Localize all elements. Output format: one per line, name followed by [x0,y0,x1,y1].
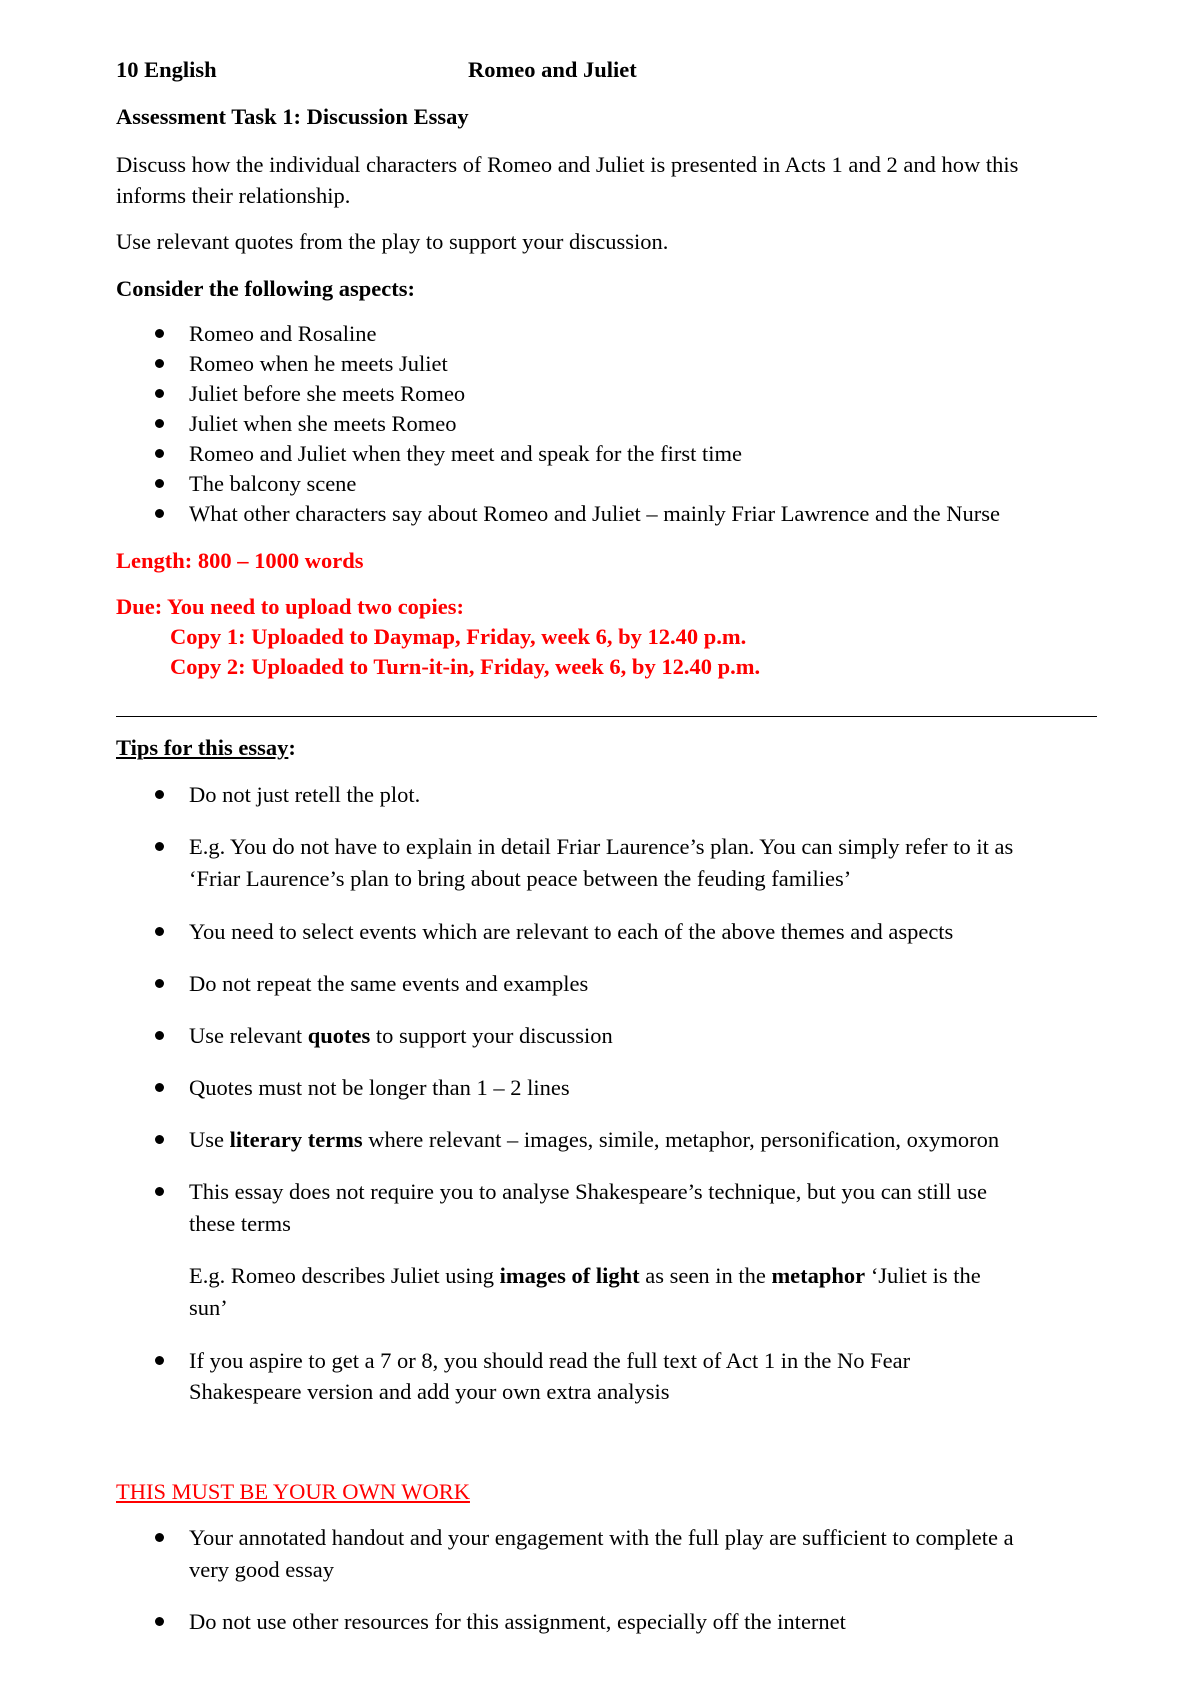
prompt-line-2: informs their relationship. [116,183,351,208]
bullet-icon [155,790,164,799]
task-heading: Assessment Task 1: Discussion Essay [116,104,469,129]
course-label: 10 English [116,57,217,82]
tip-text: Use [189,1127,230,1152]
aspect-item: The balcony scene [189,471,357,496]
tip-emphasis: quotes [307,1023,371,1048]
horizontal-divider [116,716,1097,717]
tip-text: ‘Juliet is the [865,1263,981,1288]
prompt-line-1: Discuss how the individual characters of Romeo and Juliet is presented in Acts 1 and 2 and how this [116,152,1019,177]
bullet-icon [155,1187,164,1196]
tip-item: Do not repeat the same events and examples [189,971,589,996]
aspect-item: What other characters say about Romeo and Juliet – mainly Friar Lawrence and the Nurse [189,501,1000,526]
bullet-icon [155,359,164,368]
tip-text: E.g. Romeo describes Juliet using [189,1263,500,1288]
aspect-item: Juliet when she meets Romeo [189,411,457,436]
tip-item [189,1125,999,1155]
bullet-icon [155,329,164,338]
own-work-item-continued: very good essay [189,1557,334,1582]
tip-text: Use relevant [189,1023,308,1048]
bullet-icon [155,927,164,936]
tip-text: as seen in the [639,1263,772,1288]
bullet-icon [155,479,164,488]
own-work-heading: THIS MUST BE YOUR OWN WORK [116,1479,470,1504]
bullet-icon [155,449,164,458]
bullet-icon [155,1031,164,1040]
bullet-icon [155,1617,164,1626]
tip-example [189,1261,981,1291]
tip-item: This essay does not require you to analyse Shakespeare’s technique, but you can still use [189,1179,987,1204]
due-copy-2: Copy 2: Uploaded to Turn-it-in, Friday, week 6, by 12.40 p.m. [170,654,761,679]
tip-item: E.g. You do not have to explain in detail Friar Laurence’s plan. You can simply refer to it as [189,834,1014,859]
tips-heading-colon: : [288,735,296,760]
bullet-icon [155,509,164,518]
tip-item-continued: ‘Friar Laurence’s plan to bring about peace between the feuding families’ [189,866,852,891]
due-copy-1: Copy 1: Uploaded to Daymap, Friday, week 6, by 12.40 p.m. [170,624,747,649]
aspect-item: Romeo when he meets Juliet [189,351,448,376]
tip-emphasis: literary terms [229,1127,363,1152]
own-work-item: Do not use other resources for this assignment, especially off the internet [189,1609,846,1634]
tip-item: Do not just retell the plot. [189,782,421,807]
due-heading: Due: You need to upload two copies: [116,594,464,619]
tip-emphasis: images of light [499,1263,640,1288]
bullet-icon [155,1533,164,1542]
own-work-item: Your annotated handout and your engagement with the full play are sufficient to complete a [189,1525,1014,1550]
tips-heading [116,733,296,763]
tips-heading-text: Tips for this essay [116,735,289,760]
tip-item: If you aspire to get a 7 or 8, you should read the full text of Act 1 in the No Fear [189,1348,911,1373]
bullet-icon [155,1356,164,1365]
tip-text: where relevant – images, simile, metaphor, personification, oxymoron [362,1127,1000,1152]
document-title: Romeo and Juliet [468,57,637,82]
bullet-icon [155,842,164,851]
bullet-icon [155,1135,164,1144]
tip-emphasis: metaphor [771,1263,866,1288]
tip-item: You need to select events which are relevant to each of the above themes and aspects [189,919,954,944]
length-requirement: Length: 800 – 1000 words [116,548,364,573]
aspect-item: Romeo and Juliet when they meet and speak for the first time [189,441,742,466]
tip-text: to support your discussion [370,1023,613,1048]
tip-item-continued: these terms [189,1211,291,1236]
tip-item: Quotes must not be longer than 1 – 2 lines [189,1075,570,1100]
quotes-instruction: Use relevant quotes from the play to support your discussion. [116,229,669,254]
bullet-icon [155,419,164,428]
tip-example-continued: sun’ [189,1295,228,1320]
aspect-item: Romeo and Rosaline [189,321,377,346]
tip-item-continued: Shakespeare version and add your own extra analysis [189,1379,670,1404]
aspect-item: Juliet before she meets Romeo [189,381,466,406]
bullet-icon [155,979,164,988]
tip-item [189,1021,613,1051]
bullet-icon [155,1083,164,1092]
aspects-heading: Consider the following aspects: [116,276,415,301]
bullet-icon [155,389,164,398]
